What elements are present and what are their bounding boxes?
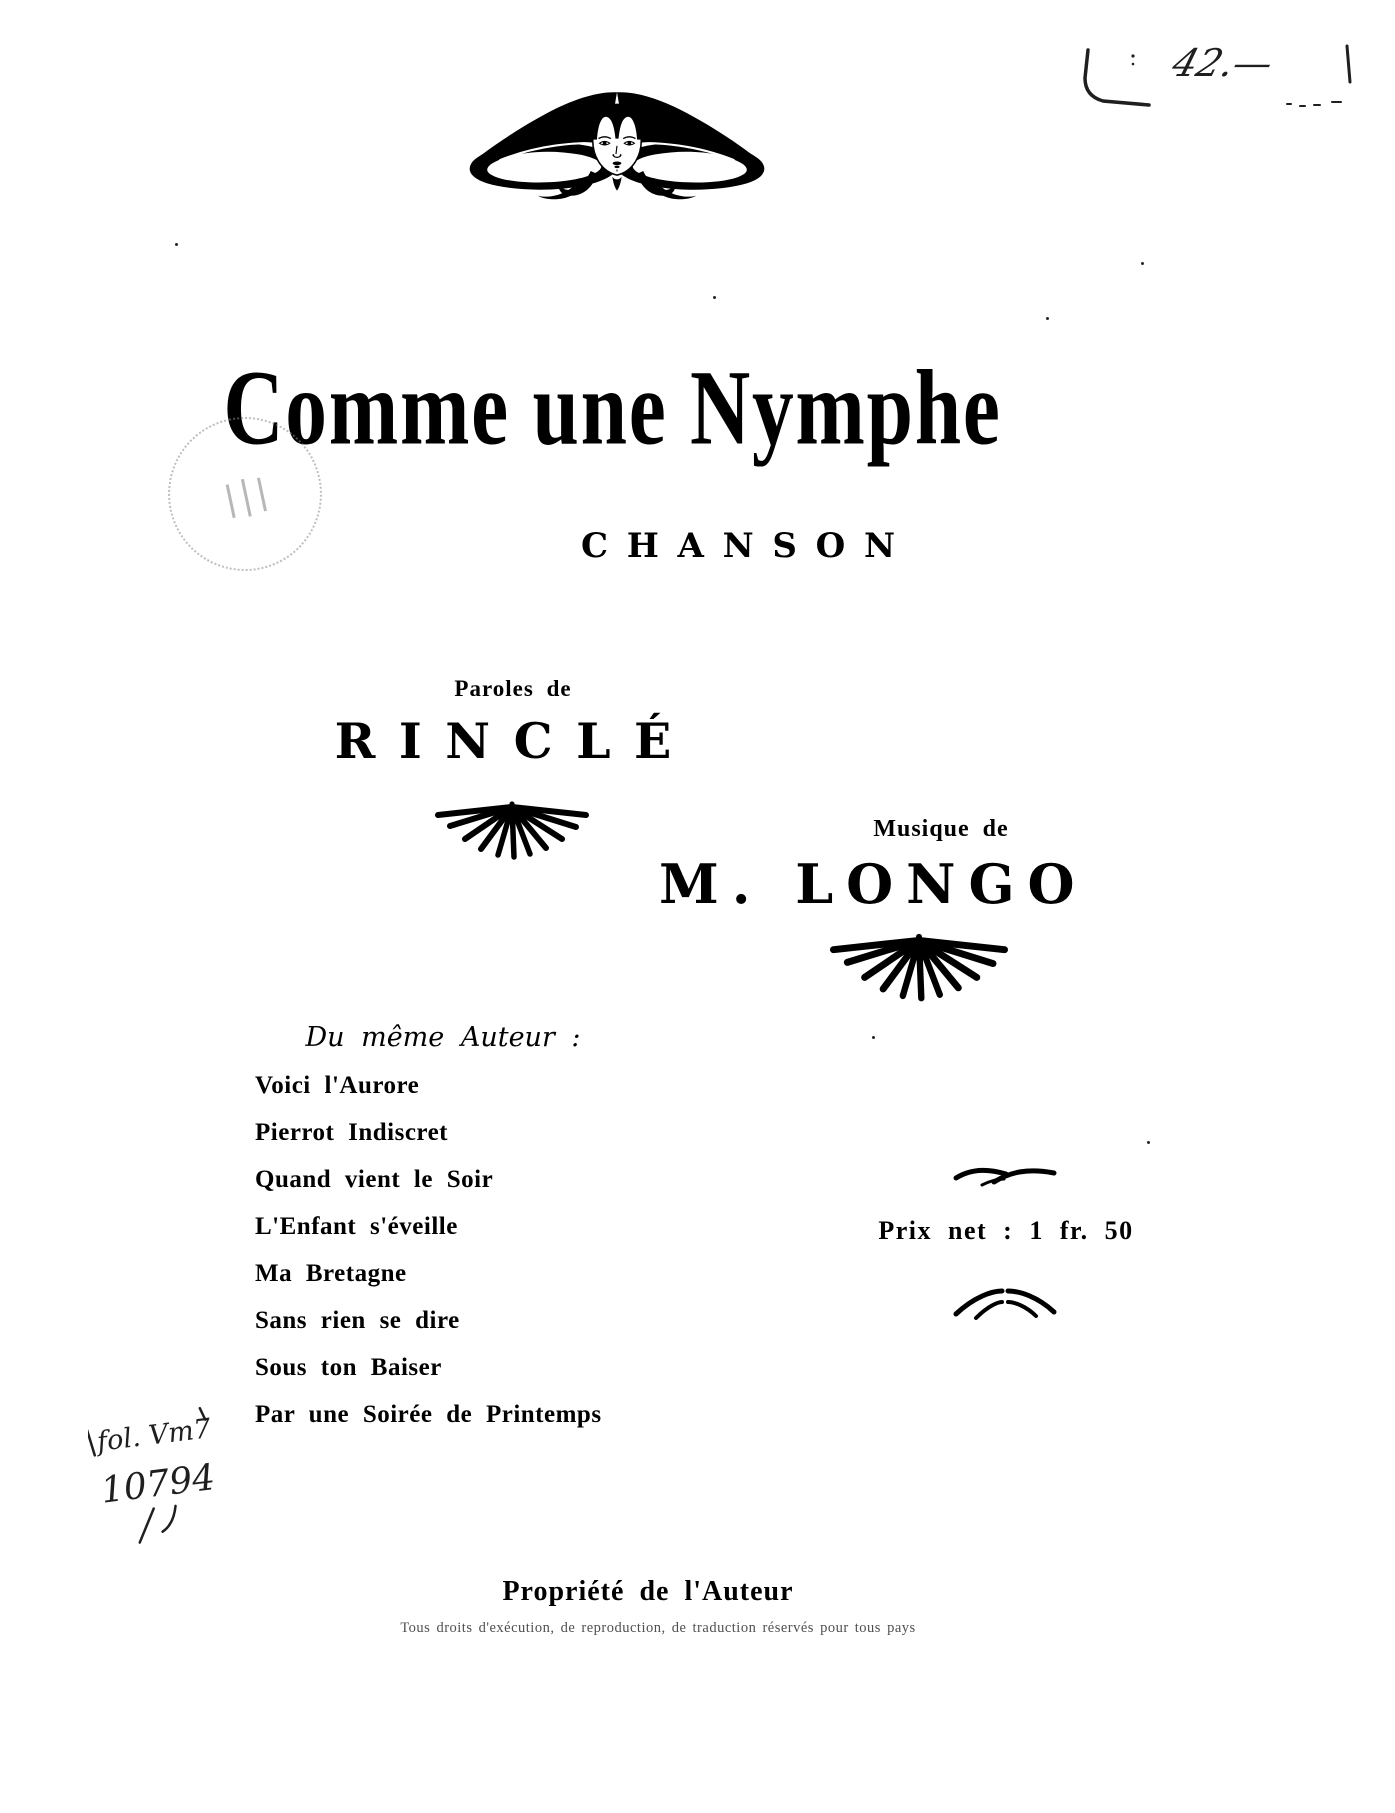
work-item: Sous ton Baiser [255, 1354, 442, 1381]
art-nouveau-woman-face-vignette [442, 60, 792, 210]
work-item: Voici l'Aurore [255, 1072, 420, 1099]
chin-hair-tuft [612, 177, 621, 191]
pencil-price-annotation [1075, 30, 1375, 120]
lyrics-label: Paroles de [454, 676, 572, 701]
work-item: Pierrot Indiscret [255, 1119, 449, 1146]
rights-notice: Tous droits d'exécution, de reproduction, de traduction réservés pour tous pays [400, 1620, 916, 1636]
work-item: Par une Soirée de Printemps [255, 1401, 602, 1428]
shelfmark-line1: fol. Vm7 [95, 1413, 213, 1458]
other-works-heading: Du même Auteur : [305, 1022, 581, 1053]
fan-ornament-left [432, 798, 592, 862]
scan-speck [175, 243, 178, 246]
work-item: Ma Bretagne [255, 1260, 407, 1287]
scan-speck [1141, 262, 1144, 265]
scan-speck [1046, 317, 1049, 320]
work-item: Sans rien se dire [255, 1307, 460, 1334]
subtitle-chanson: CHANSON [580, 526, 914, 566]
pencil-price-text: 42.— [1166, 41, 1279, 86]
property-notice: Propriété de l'Auteur [502, 1576, 794, 1607]
music-label: Musique de [873, 816, 1009, 842]
work-item: Quand vient le Soir [255, 1166, 494, 1193]
shelfmark-line2: 10794 [98, 1457, 218, 1512]
fan-ornament-right [826, 930, 1012, 1004]
price-line: Prix net : 1 fr. 50 [878, 1216, 1134, 1245]
scan-speck [872, 1036, 875, 1039]
composer-name: M. LONGO [658, 852, 1088, 916]
work-item: L'Enfant s'éveille [255, 1213, 458, 1240]
swash-ornament-upper [952, 1158, 1058, 1194]
lyricist-name: RINCLÉ [334, 712, 695, 770]
scan-speck [713, 296, 716, 299]
pencil-bracket [1085, 50, 1149, 105]
swash-ornament-lower [952, 1282, 1058, 1324]
other-works-list [255, 1062, 775, 1438]
scan-speck [1147, 1141, 1150, 1144]
lips [613, 161, 622, 165]
face [592, 104, 641, 176]
page-title-text: Comme une Nymphe [222, 348, 1002, 467]
pencil-shelfmark-annotation [88, 1402, 258, 1552]
